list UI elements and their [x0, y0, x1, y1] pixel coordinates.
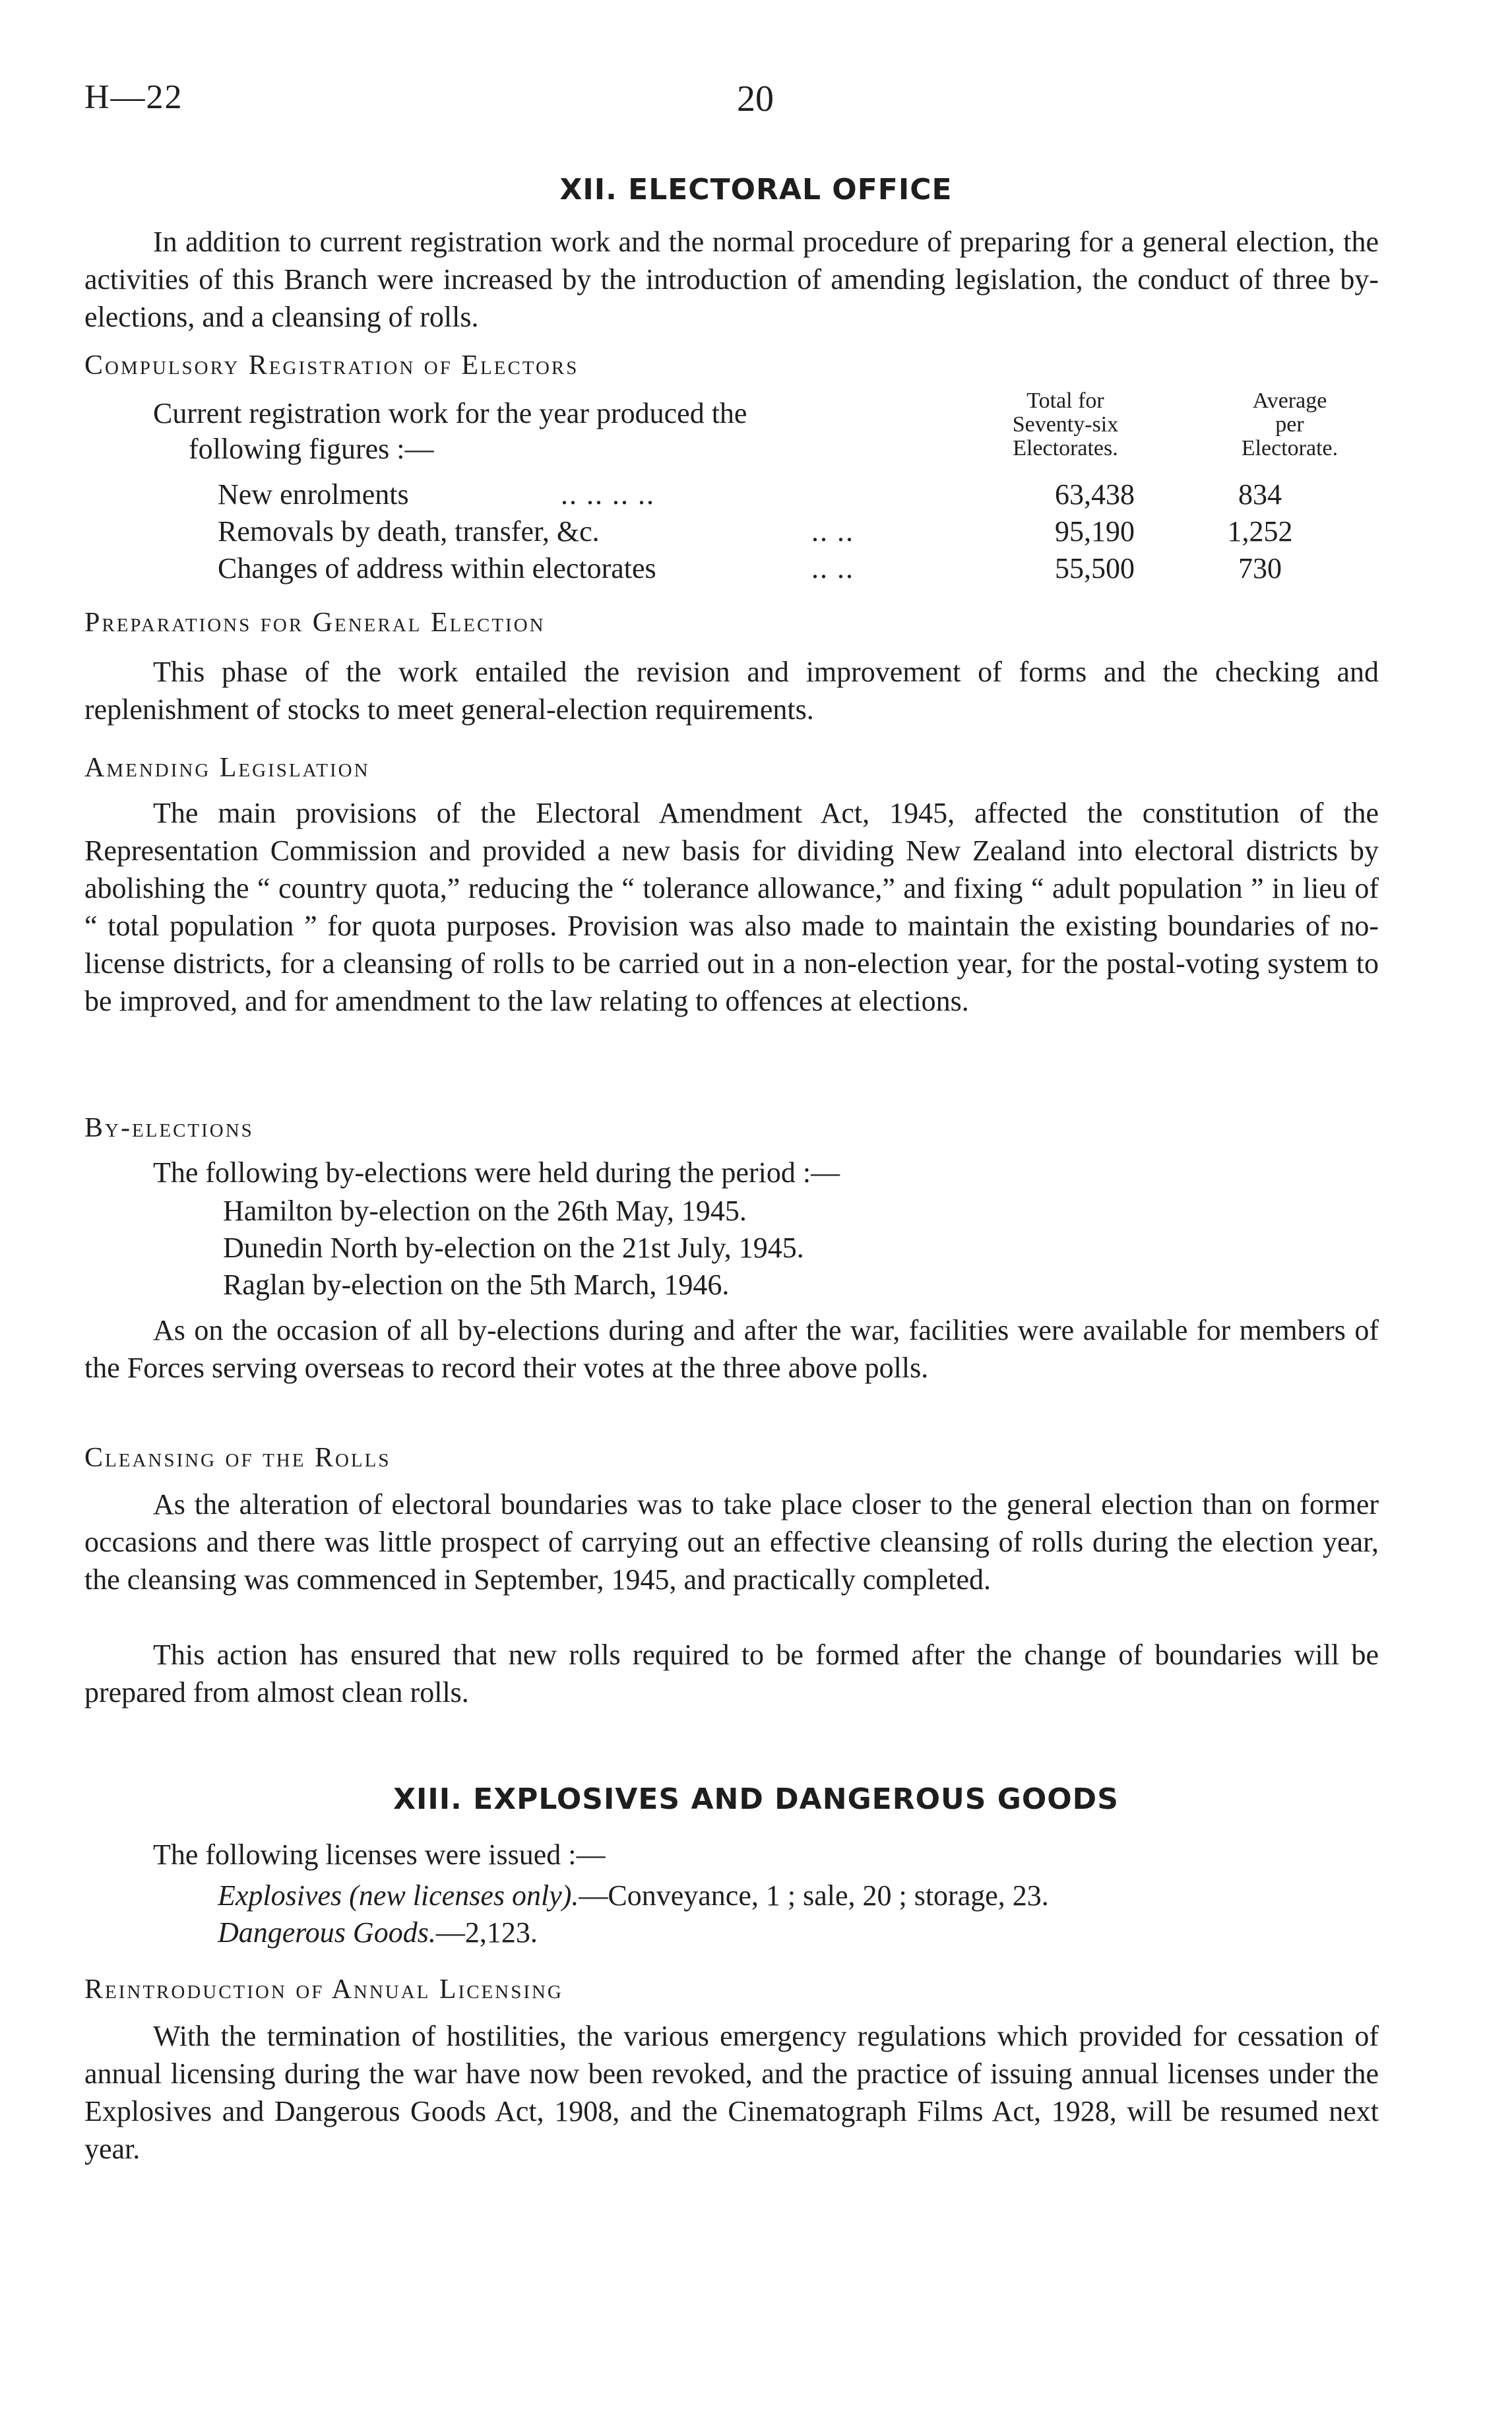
cleansing-text-1: As the alteration of electoral boundaries was to take place closer to the general election than on former occasions and there was little prospect of carrying out an effective cleansing of rolls during the election year, the cleansing was commenced in September, 1945, and practically completed.: [84, 1488, 1379, 1596]
row-leader-dots: .. ..: [811, 515, 854, 548]
preparations-text: This phase of the work entailed the revision and improvement of forms and the checking and replenishment of stocks to meet general-election requirements.: [84, 656, 1379, 726]
list-item: Raglan by-election on the 5th March, 1946.: [223, 1269, 730, 1301]
registration-intro-line2: following figures :—: [189, 433, 434, 465]
list-item: Hamilton by-election on the 26th May, 1945.: [223, 1195, 747, 1227]
column-header-average-line2: per: [1275, 412, 1304, 437]
row-average: 1,252: [1227, 515, 1293, 548]
subhead-compulsory-registration: Compulsory Registration of Electors: [84, 350, 579, 381]
by-elections-intro: The following by-elections were held during the period :—: [153, 1156, 840, 1189]
table-row: [218, 551, 1379, 588]
row-label: Changes of address within electorates: [218, 552, 656, 584]
electoral-intro: In addition to current registration work and the normal procedure of preparing for a general election, the activities of this Branch were increased by the introduction of amending legislation, the conduct of three by-elections, and a cleansing of rolls.: [84, 226, 1379, 333]
explosives-line: [218, 1879, 1049, 1912]
report-code: H—22: [84, 78, 183, 116]
column-header-total-line2: Seventy-six: [1012, 412, 1119, 437]
dangerous-goods-line: [218, 1916, 538, 1949]
column-header-average: [1207, 389, 1372, 460]
registration-table-intro: [153, 396, 964, 467]
column-header-average-line3: Electorate.: [1241, 436, 1339, 460]
by-elections-text: As on the occasion of all by-elections during and after the war, facilities were available for members of the Forces serving overseas to record their votes at the three above polls.: [84, 1314, 1379, 1384]
explosives-counts: —Conveyance, 1 ; sale, 20 ; storage, 23.: [579, 1879, 1049, 1912]
section-title-electoral: XII. ELECTORAL OFFICE: [559, 173, 953, 206]
row-label: Removals by death, transfer, &c.: [218, 515, 600, 548]
dangerous-goods-label: Dangerous Goods.: [218, 1916, 436, 1949]
row-total: 55,500: [1055, 552, 1135, 584]
cleansing-text-2: This action has ensured that new rolls required to be formed after the change of boundaries will be prepared from almost clean rolls.: [84, 1639, 1379, 1709]
column-header-average-line1: Average: [1252, 389, 1327, 413]
subhead-preparations: Preparations for General Election: [84, 608, 546, 638]
list-item: Dunedin North by-election on the 21st July, 1945.: [223, 1232, 804, 1264]
row-leader-dots: .. .. .. ..: [561, 478, 655, 511]
registration-intro-line1: Current registration work for the year produced the: [153, 397, 747, 429]
reintroduction-text: With the termination of hostilities, the various emergency regulations which provided for cessation of annual licensing during the war have now been revoked, and the practice of issuing annual licenses under the Explosives and Dangerous Goods Act, 1908, and the Cinematograph Films Act, 1928, will be resumed next year.: [84, 2020, 1379, 2165]
subhead-amending-legislation: Amending Legislation: [84, 753, 370, 783]
licenses-intro: The following licenses were issued :—: [153, 1838, 606, 1871]
explosives-label: Explosives (new licenses only).: [218, 1879, 579, 1912]
row-leader-dots: .. ..: [811, 552, 854, 584]
subhead-by-elections: By-elections: [84, 1113, 254, 1143]
row-average: 834: [1238, 478, 1282, 511]
amending-legislation-text: The main provisions of the Electoral Amendment Act, 1945, affected the constitution of the Representation Commission and provided a new basis for dividing New Zealand into electoral districts by abolishing the “ country quota,” reducing the “ tolerance allowance,” and fixing “ adult population ” in lieu of “ total population ” for quota purposes. Provision was also made to maintain the existing boundaries of no-license districts, for a cleansing of rolls to be carried out in a non-election year, for the postal-voting system to be improved, and for amendment to the law relating to offences at elections.: [84, 797, 1379, 1017]
dangerous-goods-count: —2,123.: [435, 1916, 538, 1949]
row-total: 63,438: [1055, 478, 1135, 511]
column-header-total: [970, 389, 1161, 460]
section-title-explosives: XIII. EXPLOSIVES AND DANGEROUS GOODS: [393, 1782, 1119, 1816]
row-total: 95,190: [1055, 515, 1135, 548]
row-average: 730: [1238, 552, 1282, 584]
column-header-total-line1: Total for: [1026, 389, 1104, 413]
row-label: New enrolments: [218, 478, 409, 511]
subhead-reintroduction-licensing: Reintroduction of Annual Licensing: [84, 1974, 563, 2005]
page-number: 20: [737, 78, 774, 119]
table-row: [218, 478, 1379, 515]
column-header-total-line3: Electorates.: [1013, 436, 1118, 460]
subhead-cleansing-rolls: Cleansing of the Rolls: [84, 1443, 391, 1473]
table-row: [218, 515, 1379, 551]
